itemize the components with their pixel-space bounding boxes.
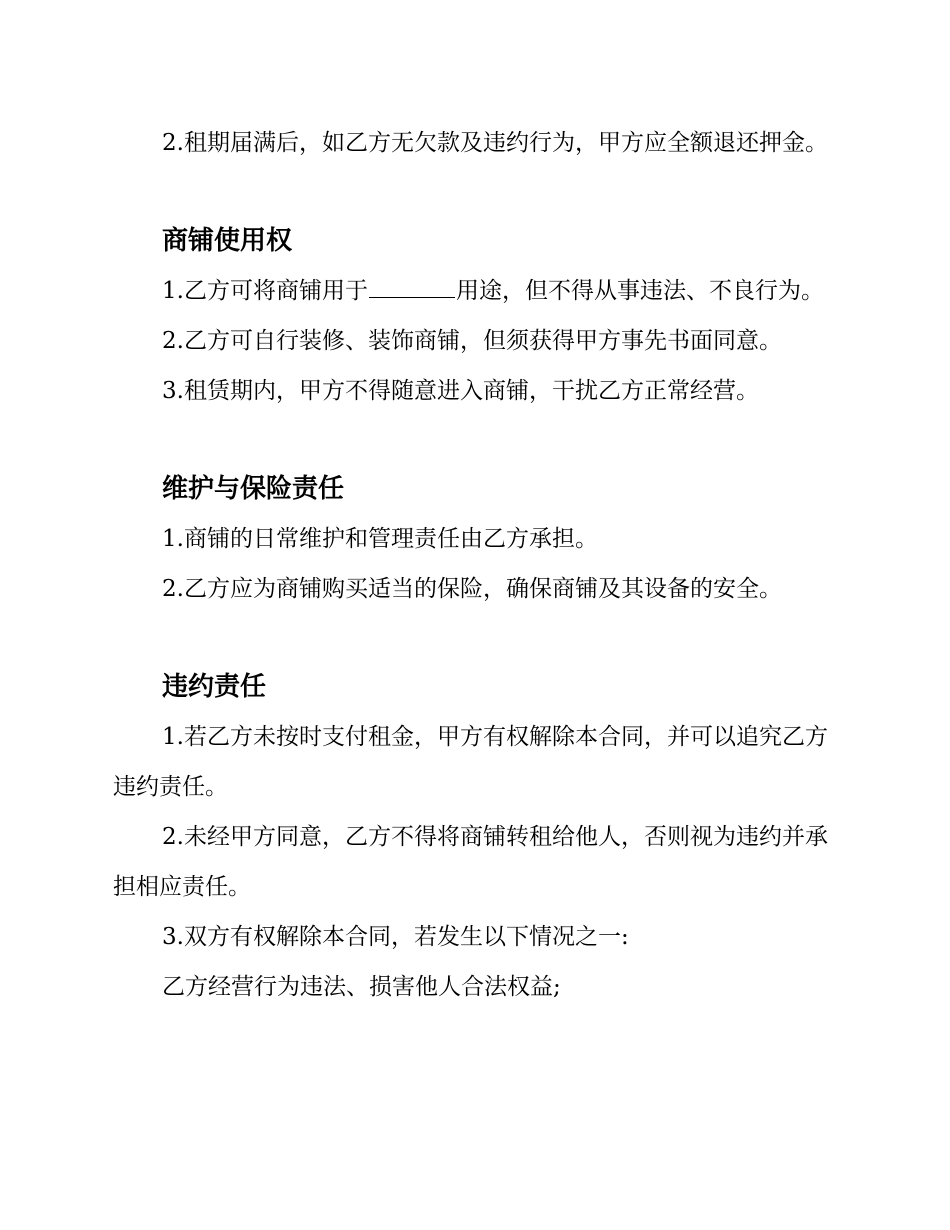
- section-heading-breach-liability: 违约责任: [162, 672, 267, 702]
- deposit-refund-clause: 2.租期届满后，如乙方无欠款及违约行为，甲方应全额退还押金。: [162, 130, 828, 156]
- maintenance-clause-1: 1.商铺的日常维护和管理责任由乙方承担。: [162, 526, 598, 552]
- usage-clause-1-before: 1.乙方可将商铺用于: [162, 278, 368, 304]
- purpose-blank-line: [369, 275, 455, 298]
- usage-clause-1: [113, 266, 828, 316]
- usage-clause-3: 3.租赁期内，甲方不得随意进入商铺，干扰乙方正常经营。: [162, 378, 759, 404]
- usage-clause-1-after: 用途，但不得从事违法、不良行为。: [455, 278, 824, 304]
- breach-clause-2: 2.未经甲方同意，乙方不得将商铺转租给他人，否则视为违约并承担相应责任。: [113, 824, 828, 900]
- breach-condition-item: 乙方经营行为违法、损害他人合法权益;: [162, 974, 561, 1000]
- section-heading-shop-usage: 商铺使用权: [162, 226, 293, 256]
- document-page: [113, 118, 828, 1012]
- usage-clause-2: 2.乙方可自行装修、装饰商铺，但须获得甲方事先书面同意。: [162, 328, 782, 354]
- maintenance-clause-2: 2.乙方应为商铺购买适当的保险，确保商铺及其设备的安全。: [162, 576, 782, 602]
- breach-clause-3: 3.双方有权解除本合同，若发生以下情况之一:: [162, 924, 629, 950]
- breach-clause-1: 1.若乙方未按时支付租金，甲方有权解除本合同，并可以追究乙方违约责任。: [113, 724, 828, 800]
- section-heading-maintenance-insurance: 维护与保险责任: [162, 474, 345, 504]
